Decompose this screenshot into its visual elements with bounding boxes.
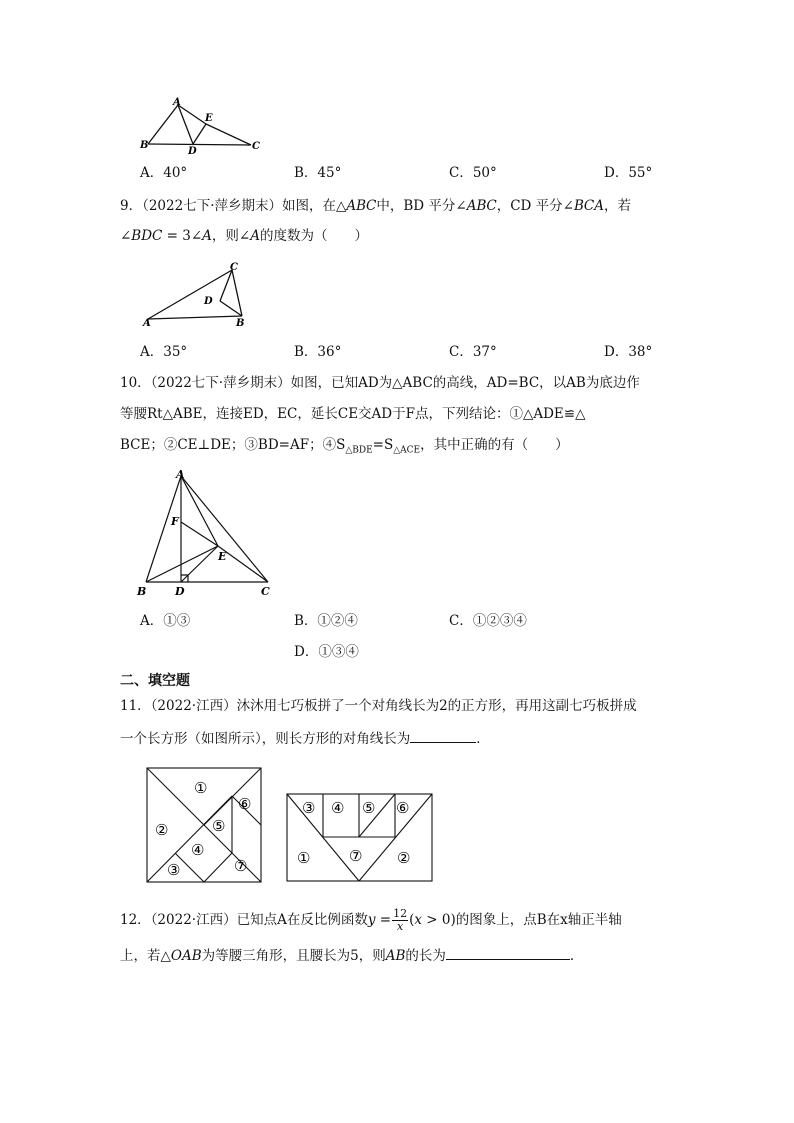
option-letter: D． <box>294 644 319 660</box>
q10-option-a[interactable] <box>140 612 190 630</box>
option-letter: C． <box>449 344 473 360</box>
option-value: ①②④ <box>317 613 358 629</box>
option-value: 50° <box>472 165 497 181</box>
q8-option-c[interactable] <box>449 164 497 182</box>
punctuation: ． <box>569 948 584 964</box>
q8-label-b: B <box>140 140 149 151</box>
option-letter: B． <box>294 344 318 360</box>
q8-option-a[interactable] <box>140 164 187 182</box>
tangram-piece-6: ⑥ <box>238 795 252 813</box>
q12-stem-line1 <box>120 908 622 933</box>
question-text: 一个长方形（如图所示），则长方形的对角线长为 <box>120 731 411 747</box>
q9-label-c: C <box>230 262 238 273</box>
option-letter: A． <box>140 613 164 629</box>
q8-label-d: D <box>188 146 197 154</box>
q9-stem-line1 <box>120 197 631 215</box>
question-text: 如图，在△𝐴𝐵𝐶中，BD 平分∠𝐴𝐵𝐶，CD 平分∠𝐵𝐶𝐴，若 <box>282 198 631 214</box>
tangram-piece-3: ③ <box>302 799 316 817</box>
fraction <box>392 908 408 933</box>
question-source: （2022七下·萍乡期末） <box>142 198 282 214</box>
q9-option-d[interactable] <box>604 343 652 361</box>
q8-option-b[interactable] <box>294 164 341 182</box>
option-value: ①③④ <box>318 644 359 660</box>
option-value: 37° <box>472 344 497 360</box>
q10-label-e: E <box>218 550 227 563</box>
option-letter: C． <box>449 613 473 629</box>
question-text: 沐沐用七巧板拼了一个对角线长为2的正方形，再用这副七巧板拼成 <box>236 698 637 714</box>
stem-text: BCE；②CE⊥DE；③BD=AF；④S <box>120 437 346 453</box>
q10-option-c[interactable] <box>449 612 527 630</box>
q10-label-f: F <box>171 515 179 528</box>
question-number: 11． <box>120 698 151 714</box>
answer-blank[interactable] <box>410 728 476 743</box>
question-text: 如图，已知AD为△ABC的高线，AD=BC，以AB为底边作 <box>290 375 640 391</box>
punctuation: ． <box>476 731 490 747</box>
option-letter: C． <box>449 165 473 181</box>
q8-label-e: E <box>205 113 213 124</box>
tangram-piece-6: ⑥ <box>396 799 410 817</box>
option-value: ①②③④ <box>472 613 527 629</box>
q11-tangram-rectangle <box>286 793 434 883</box>
question-source: （2022七下·萍乡期末） <box>150 375 291 391</box>
tangram-piece-2: ② <box>397 849 411 867</box>
option-value: 35° <box>163 344 188 360</box>
q9-option-c[interactable] <box>449 343 497 361</box>
q10-stem-line3 <box>120 436 569 460</box>
q9-stem-line2: ∠𝐵𝐷𝐶 = 3∠𝐴，则∠𝐴的度数为（ ） <box>120 228 368 244</box>
option-letter: A． <box>140 344 164 360</box>
q10-label-d: D <box>175 585 185 598</box>
tangram-piece-4: ④ <box>331 799 345 817</box>
q10-stem-line2: 等腰Rt△ABE，连接ED，EC，延长CE交AD于F点，下列结论：①△ADE≌△ <box>120 406 586 422</box>
q9-label-a: A <box>143 318 151 328</box>
q10-option-b[interactable] <box>294 612 358 630</box>
option-letter: D． <box>604 344 629 360</box>
q9-option-b[interactable] <box>294 343 341 361</box>
section-title: 二、填空题 <box>120 673 190 689</box>
area-subscript: △ACE <box>393 445 421 456</box>
tangram-piece-4: ④ <box>191 841 205 859</box>
question-number: 10． <box>120 375 151 391</box>
option-value: ①③ <box>163 613 191 629</box>
tangram-piece-5: ⑤ <box>362 799 376 817</box>
area-subscript: △BDE <box>345 445 373 456</box>
question-number: 9． <box>120 198 143 214</box>
tangram-piece-3: ③ <box>167 861 181 879</box>
q9-label-d: D <box>204 296 213 307</box>
answer-blank[interactable] <box>446 945 570 960</box>
q8-option-d[interactable] <box>604 164 652 182</box>
q10-label-b: B <box>137 585 147 598</box>
option-value: 36° <box>317 344 342 360</box>
q11-tangram-square <box>146 767 264 885</box>
q10-stem-line1 <box>120 374 640 392</box>
option-value: 45° <box>317 165 342 181</box>
tangram-piece-1: ① <box>194 779 208 797</box>
question-source: （2022·江西） <box>150 698 237 714</box>
fraction-denominator: 𝑥 <box>396 920 404 933</box>
tangram-piece-7: ⑦ <box>349 847 363 865</box>
q10-label-a: A <box>176 468 185 481</box>
q10-label-c: C <box>261 585 270 598</box>
option-letter: B． <box>294 165 318 181</box>
option-value: 38° <box>628 344 653 360</box>
q12-stem-line2 <box>120 945 583 965</box>
fraction-numerator: 12 <box>393 907 408 920</box>
option-letter: A． <box>140 165 164 181</box>
q9-option-a[interactable] <box>140 343 187 361</box>
q8-figure <box>138 96 268 154</box>
option-letter: B． <box>294 613 318 629</box>
question-text: 的图象上，点B在x轴正半轴 <box>455 912 622 928</box>
q10-figure <box>134 466 280 600</box>
question-source: （2022·江西） <box>150 912 237 928</box>
q9-label-b: B <box>236 318 245 328</box>
function-lhs: 𝑦 = <box>367 912 392 928</box>
q10-option-d[interactable] <box>294 643 359 661</box>
option-value: 55° <box>628 165 653 181</box>
question-number: 12． <box>120 912 151 928</box>
q8-label-c: C <box>252 141 260 152</box>
function-domain: (𝑥 > 0) <box>409 912 456 928</box>
stem-text: ，其中正确的有（ ） <box>420 437 569 453</box>
tangram-piece-7: ⑦ <box>234 857 248 875</box>
stem-text: =S <box>372 437 394 453</box>
q9-figure <box>140 260 260 328</box>
tangram-piece-1: ① <box>297 849 311 867</box>
q8-label-a: A <box>173 97 181 108</box>
tangram-piece-2: ② <box>155 821 169 839</box>
question-text: 上，若△𝑂𝐴𝐵为等腰三角形，且腰长为5，则𝐴𝐵的长为 <box>120 948 446 964</box>
option-value: 40° <box>163 165 188 181</box>
question-text: 已知点A在反比例函数 <box>236 912 368 928</box>
tangram-piece-5: ⑤ <box>212 817 226 835</box>
option-letter: D． <box>604 165 629 181</box>
q11-stem-line1 <box>120 697 637 715</box>
q11-stem-line2 <box>120 728 490 748</box>
